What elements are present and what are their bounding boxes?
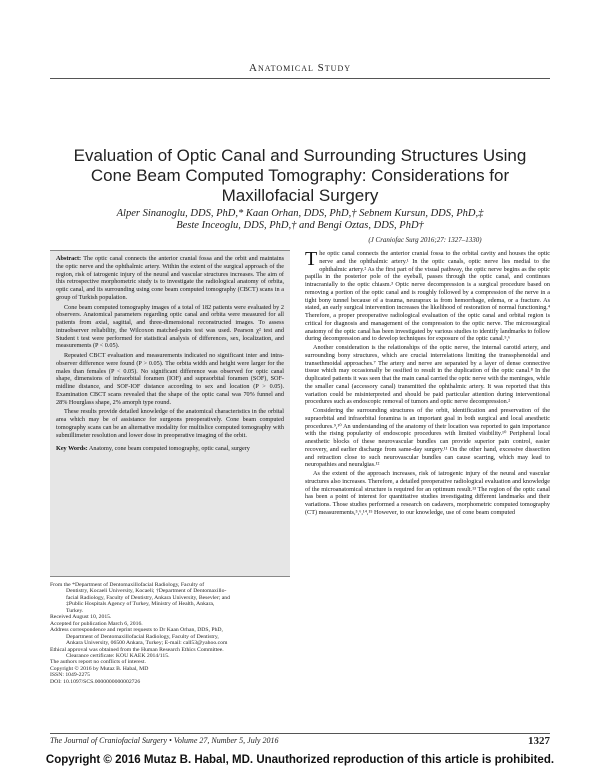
abstract-paragraph: Cone beam computed tomography images of a total of 182 patients were evaluated by 2 observers. Anatomical parameters regarding optic canal and orbita were measured for all patients from axial, sagittal, and three-dimensional reconstructed images. To assess intraobserver reliability, the Wilcoxon matched-pairs test was used. Pearson χ² test and Student t test were performed for statistical analysis of differences, sex, localization, and measurements (P < 0.05). [56, 303, 284, 350]
affiliation-line: From the *Department of Dentomaxillofacial Radiology, Faculty of [50, 582, 205, 588]
abstract-paragraph: Abstract: The optic canal connects the anterior cranial fossa and the orbit and maintains the optic nerve and the ophthalmic artery. Within the extent of the surgical approach of the region, risk of iatrogenic injury of the neural and vascular structures increases. The aim of this retrospective morphometric study is to investigate the radiological anatomy of orbita, optic canal, and its surrounding using cone beam computed tomography (CBCT) scans in a group of Turkish population. [56, 255, 284, 301]
ethics-line: Ethical approval was obtained from the Human Research Ethics Committee. [50, 646, 224, 653]
body-paragraph: As the extent of the approach increases, risk of iatrogenic injury of the neural and vascular structures also increases. Therefore, a detailed preoperative radiological evaluation and knowledge of the microanatomical structure is required for an optimum result.¹³ The region of the optic canal has been a point of interest for quantitative studies investigating different landmarks and their variations. Those studies performed a research on cadavers, morphometric computed tomography (CT) measurements,⁵,⁶,¹⁴,¹⁵ However, to our knowledge, use of cone beam computed [305, 470, 550, 516]
authors-line-2: Beste Inceoglu, DDS, PhD,† and Bengi Oztas, DDS, PhD† [176, 220, 424, 231]
conflict-statement: The authors report no conflicts of interest. [50, 659, 146, 666]
section-label: Anatomical Study [249, 62, 351, 74]
keywords: Key Words: Anatomy, cone beam computed tomography, optic canal, surgery [56, 445, 250, 453]
body-paragraph: Another consideration is the relationships of the optic nerve, the internal carotid artery, and surrounding bony structures, which are crucial interrelations limiting the transsphenoidal and transethmoidal approaches.⁷ The artery and nerve are separated by a layer of dense connective tissue which may occasionally be ossified to result in the duplication of the optic canal.⁸ In the duplicated patients it was seen that the main canal carried the optic nerve with the meninges, while the smaller canal (accessory canal) transmitted the ophthalmic artery. It was reported that this variation could be misinterpreted and should be paid particular attention during interventional procedures such as endoscopic removal of tumors and optic nerve decompression.² [305, 344, 550, 406]
abstract-paragraph: Repeated CBCT evaluation and measurements indicated no significant inter and intra-observer difference were found (P > 0.05). The orbita width and height were larger for the males than females (P < 0.05). No significant difference was observed for optic canal shape, dimensions of infraorbital foramen (IOF) and supraorbital foramen (SOF), SOF-midline distance, and SOF-IOF distance according to sex and location (P > 0.05). Examination CBCT scans revealed that the shape of the optic canal was 70% funnel and 28% Hourglass shape, 2% amorph type round. [56, 352, 284, 406]
affiliation-line: Dentistry, Kocaeli University, Kocaeli; †Department of Dentomaxillo- [66, 588, 227, 595]
authors-line-1: Alper Sinanoglu, DDS, PhD,* Kaan Orhan, DDS, PhD,† Sebnem Kursun, DDS, PhD,‡ [116, 208, 484, 219]
page-number: 1327 [528, 735, 550, 747]
correspondence-line: Ankara University, 06500 Ankara, Turkey; E-mail: call53@yahoo.com [66, 640, 228, 647]
body-text-column [305, 250, 550, 590]
body-paragraph: Considering the surrounding structures of the orbit, identification and preservation of the supraorbital and infraorbital foramina is an important goal in both surgical and local anesthetic procedures.⁹,¹⁰ An understanding of the anatomy of their location was reported to gain importance with the rising popularity of endoscopic procedures with limited visibility.¹⁰ Peripheral local anesthetic blocks of these neurovascular bundles can provide superior pain control, easier recovery, and earlier discharge from same-day surgery.¹¹ On the other hand, excessive dissection and retraction close to such neurovascular bundles can cause scarring, which may lead to neuropathies and neuralgias.¹² [305, 407, 550, 469]
drop-cap: T [305, 248, 318, 270]
footer-rule [50, 733, 550, 734]
article-footnotes [50, 582, 290, 685]
received-date: Received August 10, 2015. [50, 614, 112, 621]
journal-name: The Journal of Craniofacial Surgery • Volume 27, Number 5, July 2016 [50, 736, 279, 745]
affiliation-line: facial Radiology, Faculty of Dentistry, Ankara University, Besevler; and [66, 594, 230, 601]
keywords-label: Key Words: [56, 445, 88, 453]
header-rule [50, 78, 550, 79]
correspondence-line: Department of Dentomaxillofacial Radiology, Faculty of Dentistry, [66, 633, 219, 640]
article-title: Evaluation of Optic Canal and Surrounding Structures Using Cone Beam Computed Tomography: Considerations for Maxillofacial Surgery [73, 146, 527, 205]
copyright-notice: Copyright © 2016 Mutaz B. Habal, MD. Unauthorized reproduction of this article is prohibited. [45, 754, 555, 766]
citation: (J Craniofac Surg 2016;27: 1327–1330) [368, 236, 482, 244]
ethics-line: Clearance certificate: KOU KAEK 2014/115. [66, 652, 170, 659]
issn-line: ISSN: 1049-2275 [50, 672, 90, 679]
journal-footer [50, 736, 550, 748]
affiliation-line: Turkey. [66, 607, 84, 614]
author-list [70, 208, 530, 232]
abstract-label: Abstract: [56, 255, 82, 262]
accepted-date: Accepted for publication March 6, 2016. [50, 620, 143, 627]
abstract-box [50, 250, 290, 577]
copyright-line: Copyright © 2016 by Mutaz B. Habal, MD [50, 665, 149, 672]
abstract-paragraph: These results provide detailed knowledge of the anatomical characteristics in the orbital area which may be of assistance for surgeons preoperatively. Cone beam computed tomography scans can be an alternative modality for multislice computed tomography with submillimeter resolution and lower dose in preoperative imaging of the orbit. [56, 408, 284, 439]
affiliation-line: ‡Public Hospitals Agency of Turkey, Ministry of Health, Ankara, [66, 601, 215, 608]
doi-line: DOI: 10.1097/SCS.0000000000002726 [50, 678, 141, 685]
body-paragraph: The optic canal connects the anterior cranial fossa to the orbital cavity and houses the optic nerve and the ophthalmic artery.¹ In the optic canals, optic nerve lies medial to the ophthalmic artery.² As the first part of the visual pathway, the optic nerve begins as the optic papilla in the posterior pole of the eyeball, passes through the optic canal, and continues intracranially to the optic chiasm.³ Optic nerve decompression is a surgical procedure based on removing a portion of the optic canal and is roughly followed by a compression of the nerve in a tight bony tunnel because of a trauma, neuraprax ia from hemorrhage, edema, or a fracture. As stated, an early surgical intervention increases the likelihood of restoration of normal functioning.⁴ Therefore, a proper preoperative radiological evaluation of the optic canal and orbital region is critical for diagnosis and management of the compression to the optic nerve. The microsurgical anatomy of the optic canal has been investigated by various studies to identify landmarks to follow during decompression and to develop techniques for exposure of the optic canal.⁵,⁶ [305, 248, 550, 343]
correspondence-line: Address correspondence and reprint requests to Dr Kaan Orhan, DDS, PhD, [50, 627, 223, 634]
